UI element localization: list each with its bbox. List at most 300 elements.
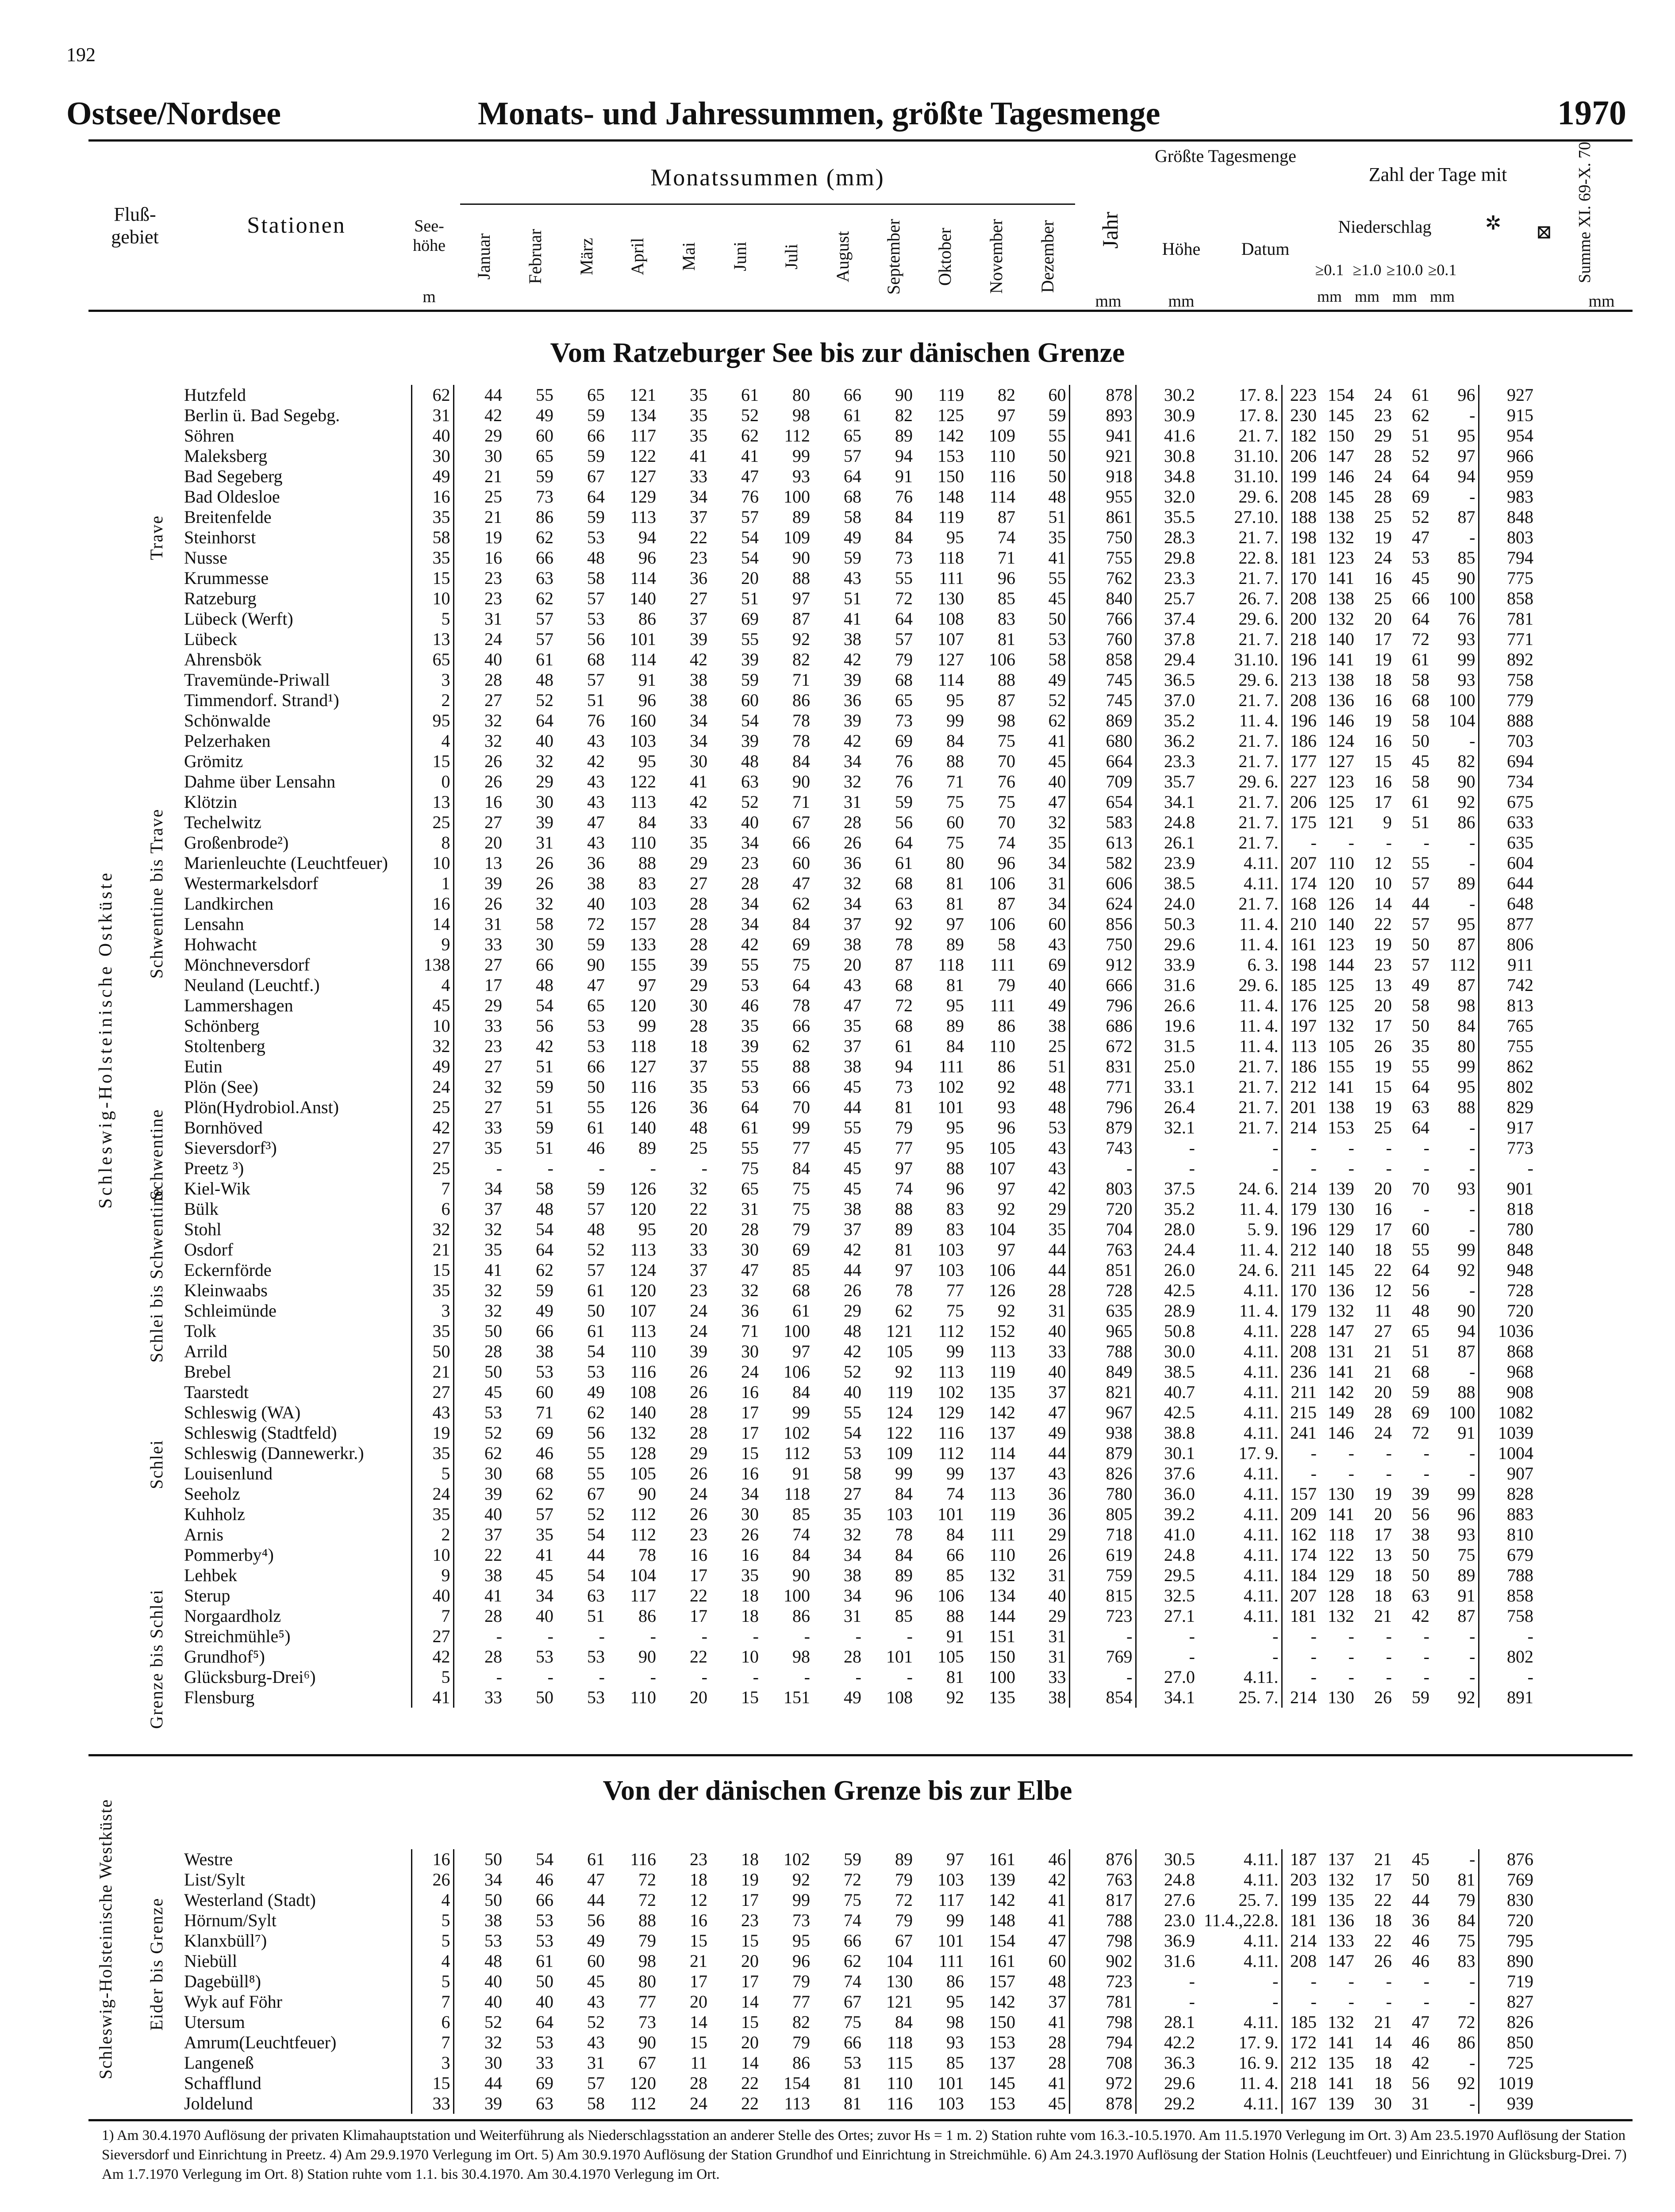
cell: 43 [587, 833, 605, 853]
cell: 33 [484, 1118, 502, 1137]
cell: 17 [690, 1565, 707, 1585]
cell: - [1423, 1647, 1429, 1667]
cell: 39 [741, 731, 759, 751]
cell: 91 [792, 1463, 810, 1483]
cell: 114 [630, 649, 656, 669]
cell: - [1348, 1443, 1354, 1463]
cell: 80 [792, 385, 810, 405]
cell: - [1423, 1971, 1429, 1991]
cell: 54 [844, 1423, 861, 1443]
col-jahr: Jahr [1098, 211, 1122, 249]
cell: 62 [895, 1301, 913, 1321]
cell: 64 [587, 487, 605, 507]
cell: 40 [1018, 1362, 1069, 1382]
cell: 62 [484, 1443, 502, 1463]
cell: 109 [989, 426, 1015, 445]
cell: 78 [895, 934, 913, 954]
cell: 42 [741, 934, 759, 954]
cell: 29 [690, 1443, 707, 1463]
cell: 32.0 [1164, 487, 1195, 507]
cell: 48 [690, 1118, 707, 1137]
station-name: Plön (See) [181, 1077, 411, 1097]
cell: 134 [630, 405, 656, 425]
cell: 37.6 [1164, 1463, 1195, 1483]
cell: 34.1 [1164, 1687, 1195, 1707]
cell: 27.6 [1164, 1890, 1195, 1910]
cell: 42 [844, 1240, 861, 1260]
cell: 26 [484, 894, 502, 914]
cell: 132 [1328, 2012, 1354, 2032]
cell: 49 [587, 1931, 605, 1951]
cell: 66 [536, 955, 553, 975]
cell: 87 [998, 894, 1015, 914]
cell: 32 [741, 1280, 759, 1300]
cell: 720 [1507, 1301, 1533, 1321]
cell: 18 [1374, 670, 1392, 690]
cell: 901 [1507, 1179, 1533, 1198]
cell: - [1348, 1667, 1354, 1687]
cell: 62 [536, 588, 553, 608]
ostkueste-row [181, 914, 1536, 934]
cell: 130 [937, 588, 964, 608]
ostkueste-row [181, 1647, 1536, 1667]
cell: 22 [690, 1199, 707, 1219]
cell: 51 [1018, 507, 1069, 527]
cell: 67 [587, 466, 605, 486]
cell: 53 [844, 2053, 861, 2073]
cell: 60 [587, 1951, 605, 1971]
snow-hail-icon: ✲ [1485, 212, 1502, 234]
cell: 59 [741, 670, 759, 690]
cell: 53 [844, 1443, 861, 1463]
cell: 758 [1507, 670, 1533, 690]
cell: 141 [1328, 1077, 1354, 1097]
cell: 130 [1328, 1687, 1354, 1707]
cell: 139 [1328, 1179, 1354, 1198]
cell: 212 [1290, 1240, 1317, 1260]
cell: 64 [536, 2012, 553, 2032]
cell: 5 [411, 1971, 453, 1992]
cell: 67 [844, 1992, 861, 2012]
cell: - [1189, 1138, 1195, 1158]
cell: 38 [690, 690, 707, 710]
col-month-1: Januar [474, 233, 494, 280]
cell: 28 [690, 1423, 707, 1443]
cell: 223 [1290, 385, 1317, 405]
cell: 55 [741, 955, 759, 975]
cell: 98 [946, 2012, 964, 2032]
cell: - [907, 1626, 913, 1646]
cell: 112 [630, 1525, 656, 1544]
cell: 29. 6. [1198, 670, 1282, 690]
cell: 41 [1018, 548, 1069, 568]
cell: 34 [484, 1870, 502, 1889]
ostkueste-row [181, 1667, 1536, 1687]
cell: 85 [946, 1565, 964, 1585]
cell: - [1432, 894, 1479, 914]
cell: 17 [1374, 1219, 1392, 1239]
cell: 24 [1374, 385, 1392, 405]
cell: 114 [938, 670, 964, 690]
cell: 760 [1069, 629, 1136, 649]
footnotes: 1) Am 30.4.1970 Auflösung der privaten Klimahauptstation und Weiterführung als Niederschlagsstation an anderer Stelle des Ortes; zuvor Hs = 1 m. 2) Station ruhte vom 16.3.-10.5.1970. Am 11.5.1970 Verlegung im Ort. 3) Am 23.5.1970 Auflösung der Station Sieversdorf und Einrichtung in Preetz. 4) Am 29.9.1970 Verlegung im Ort. 5) Am 30.9.1970 Auflösung der Station Grundhof und Einrichtung in Streichmühle. 6) Am 24.3.1970 Auflösung der Station Holnis (Leuchtfeuer) und Einrichtung in Glücksburg-Drei. 7) Am 1.7.1970 Verlegung im Ort. 8) Station ruhte vom 1.1. bis 30.4.1970. Am 30.4.1970 Verlegung im Ort. [102, 2128, 1627, 2182]
cell: 100 [784, 1321, 810, 1341]
cell: 49 [536, 1301, 553, 1321]
cell: 130 [886, 1971, 913, 1991]
cell: 122 [630, 446, 656, 466]
cell: 75 [998, 792, 1015, 812]
cell: 136 [1328, 1280, 1354, 1300]
cell: 34.8 [1164, 466, 1195, 486]
cell: 806 [1507, 934, 1533, 954]
cell: 70 [998, 751, 1015, 771]
cell: 26 [690, 1504, 707, 1524]
cell: 59 [587, 507, 605, 527]
cell: 73 [895, 1077, 913, 1097]
cell: 2 [411, 1525, 453, 1545]
station-name: Mönchneversdorf [181, 955, 411, 975]
cell: 32 [484, 1280, 502, 1300]
cell: 135 [989, 1687, 1015, 1707]
cell: 771 [1507, 629, 1533, 649]
cell: 36.9 [1164, 1931, 1195, 1951]
cell: 16 [484, 792, 502, 812]
cell: 59 [587, 934, 605, 954]
cell: 61 [895, 1036, 913, 1056]
cell: 5 [411, 1910, 453, 1931]
cell: 48 [536, 1199, 553, 1219]
ostkueste-row [181, 1402, 1536, 1423]
cell: 93 [946, 2032, 964, 2052]
cell: 4.11. [1198, 1849, 1282, 1870]
cell: 58 [536, 1179, 553, 1198]
cell: 117 [630, 1586, 656, 1605]
cell: 11. 4. [1198, 1036, 1282, 1056]
cell: 86 [638, 609, 656, 629]
cell: 34 [690, 487, 707, 507]
cell: 92 [1432, 1260, 1479, 1280]
cell: 85 [895, 1606, 913, 1626]
cell: 5 [411, 1931, 453, 1951]
cell: 14 [1374, 894, 1392, 914]
cell: 87 [792, 609, 810, 629]
cell: 90 [638, 2032, 656, 2052]
cell: 103 [630, 731, 656, 751]
station-name: Joldelund [181, 2093, 411, 2114]
cell: - [1386, 833, 1392, 853]
cell: 709 [1069, 772, 1136, 792]
cell: 48 [844, 1321, 861, 1341]
cell: 893 [1069, 405, 1136, 426]
cell: 34 [844, 894, 861, 914]
col-jahr-unit: mm [1095, 292, 1122, 311]
cell: 50 [1412, 731, 1429, 751]
cell: 31 [1412, 2093, 1429, 2113]
cell: 72 [638, 1890, 656, 1910]
cell: 968 [1507, 1362, 1533, 1382]
station-name: Marienleuchte (Leuchtfeuer) [181, 853, 411, 873]
cell: - [1348, 833, 1354, 853]
cell: 38.8 [1164, 1423, 1195, 1443]
westkueste-row [181, 1971, 1536, 1992]
cell: - [1527, 1667, 1533, 1687]
cell: 115 [887, 2053, 913, 2073]
cell: 53 [1018, 629, 1069, 649]
cell: 788 [1507, 1565, 1533, 1585]
cell: 36 [1018, 1504, 1069, 1525]
cell: 37.5 [1164, 1179, 1195, 1198]
cell: 141 [1328, 2073, 1354, 2093]
cell: 24 [741, 1362, 759, 1382]
cell: 89 [1432, 1565, 1479, 1586]
cell: 4.11. [1198, 1870, 1282, 1890]
cell: 139 [989, 1870, 1015, 1889]
cell: 38 [1412, 1525, 1429, 1544]
cell: 59 [536, 1118, 553, 1137]
cell: 22 [690, 1586, 707, 1605]
cell: 22 [741, 2093, 759, 2113]
cell: 16 [1374, 731, 1392, 751]
cell: 794 [1069, 2032, 1136, 2053]
cell: 79 [1432, 1890, 1479, 1910]
cell: 17 [741, 1971, 759, 1991]
ostkueste-row [181, 1321, 1536, 1341]
col-flussgebiet: Fluß-gebiet [111, 204, 159, 248]
cell: 82 [895, 405, 913, 425]
cell: 90 [1432, 568, 1479, 588]
cell: 765 [1507, 1016, 1533, 1036]
cell: 80 [946, 853, 964, 873]
cell: 802 [1507, 1647, 1533, 1667]
cell: 16 [411, 487, 453, 507]
cell: 48 [1018, 487, 1069, 507]
cell: - [650, 1626, 656, 1646]
westkueste-row [181, 2032, 1536, 2053]
cell: 798 [1069, 1931, 1136, 1951]
cell: 53 [587, 609, 605, 629]
cell: 66 [946, 1545, 964, 1565]
cell: 135 [1328, 1890, 1354, 1910]
cell: 4.11. [1198, 1463, 1282, 1484]
cell: 132 [989, 1565, 1015, 1585]
cell: 147 [1328, 1951, 1354, 1971]
cell: 88 [792, 568, 810, 588]
cell: 9 [1383, 812, 1392, 832]
cell: 734 [1507, 772, 1533, 791]
cell: 79 [792, 2032, 810, 2052]
cell: 43 [587, 731, 605, 751]
cell: 84 [946, 1525, 964, 1544]
cell: 68 [895, 1016, 913, 1036]
station-name: Lensahn [181, 914, 411, 934]
col-month-9: September [884, 219, 904, 295]
cell: 45 [844, 1158, 861, 1178]
cell: 71 [998, 548, 1015, 568]
cell: 33 [484, 1016, 502, 1036]
station-name: Plön(Hydrobiol.Anst) [181, 1097, 411, 1118]
cell: 101 [937, 1931, 964, 1951]
cell: - [1386, 1138, 1392, 1158]
cell: 28 [484, 1341, 502, 1361]
cell: 104 [886, 1951, 913, 1971]
cell: 21. 7. [1198, 812, 1282, 833]
cell: 4.11. [1198, 1586, 1282, 1606]
cell: 13 [411, 629, 453, 649]
cell: 21. 7. [1198, 894, 1282, 914]
cell: 51 [536, 1097, 553, 1117]
cell: 35 [1412, 1036, 1429, 1056]
group-label-1: Trave [146, 515, 166, 560]
cell: 29.6 [1164, 934, 1195, 954]
cell: 46 [1412, 1931, 1429, 1951]
cell: - [1386, 1443, 1392, 1463]
cell: 18 [1374, 1586, 1392, 1605]
cell: 743 [1069, 1138, 1136, 1158]
cell: 84 [895, 527, 913, 547]
cell: 45 [1412, 751, 1429, 771]
page-number: 192 [66, 44, 96, 65]
cell: - [547, 1158, 553, 1178]
cell: 20 [1374, 1179, 1392, 1198]
cell: 110 [630, 833, 656, 853]
cell: 113 [630, 1240, 656, 1260]
cell: 110 [630, 1687, 656, 1707]
cell: 51 [844, 588, 861, 608]
cell: 41.6 [1164, 426, 1195, 445]
ostkueste-row [181, 1525, 1536, 1545]
cell: 877 [1507, 914, 1533, 934]
cell: 83 [638, 873, 656, 893]
cell: 802 [1507, 1077, 1533, 1097]
cell: 45 [844, 1077, 861, 1097]
cell: 33 [690, 812, 707, 832]
cell: 41 [484, 1260, 502, 1280]
cell: 28.3 [1164, 527, 1195, 547]
cell: 30.8 [1164, 446, 1195, 466]
cell: 15 [741, 1931, 759, 1951]
cell: 43 [587, 792, 605, 812]
cell: 766 [1069, 609, 1136, 629]
cell: 40.7 [1164, 1382, 1195, 1402]
cell: 708 [1069, 2053, 1136, 2073]
cell: 915 [1507, 405, 1533, 425]
cell: 50 [1018, 466, 1069, 487]
cell: 97 [1432, 446, 1479, 466]
cell: 113 [630, 507, 656, 527]
ostkueste-row [181, 588, 1536, 609]
cell: 95 [411, 710, 453, 731]
cell: 200 [1290, 609, 1317, 629]
cell: 175 [1290, 812, 1317, 832]
cell: 95 [946, 995, 964, 1015]
cell: 185 [1290, 2012, 1317, 2032]
cell: 52 [536, 690, 553, 710]
cell: - [1348, 1138, 1354, 1158]
cell: 26 [1018, 1545, 1069, 1565]
footer-rule [88, 2119, 1633, 2121]
cell: 103 [937, 1240, 964, 1260]
cell: 129 [1328, 1219, 1354, 1239]
cell: 35.2 [1164, 1199, 1195, 1219]
cell: 99 [946, 1910, 964, 1930]
station-name: Seeholz [181, 1484, 411, 1504]
ostkueste-row [181, 1097, 1536, 1118]
ostkueste-row [181, 1056, 1536, 1077]
cell: 61 [1412, 792, 1429, 812]
cell: 38.5 [1164, 1362, 1195, 1382]
cell: 140 [630, 588, 656, 608]
cell: 70 [998, 812, 1015, 832]
station-name: Steinhorst [181, 527, 411, 548]
ostkueste-row [181, 873, 1536, 894]
cell: 136 [1328, 690, 1354, 710]
cell: - [1310, 1138, 1317, 1158]
cell: 203 [1290, 1870, 1317, 1889]
cell: 967 [1069, 1402, 1136, 1423]
cell: 57 [587, 670, 605, 690]
cell: 17 [1374, 629, 1392, 649]
cell: - [1432, 1971, 1479, 1992]
cell: 27.10. [1198, 507, 1282, 527]
cell: 817 [1069, 1890, 1136, 1910]
cell: 22 [741, 2073, 759, 2093]
cell: 16 [411, 1849, 453, 1870]
cell: 196 [1290, 1219, 1317, 1239]
ostkueste-row [181, 1179, 1536, 1199]
cell: 28 [1018, 2032, 1069, 2053]
cell: 1 [411, 873, 453, 894]
cell: 23 [690, 1525, 707, 1544]
cell: 58 [1018, 649, 1069, 670]
cell: 37 [484, 1525, 502, 1544]
cell: 47 [587, 975, 605, 995]
cell: 34 [690, 731, 707, 751]
cell: 136 [1328, 1910, 1354, 1930]
cell: 86 [998, 1016, 1015, 1036]
cell: 199 [1290, 466, 1317, 486]
cell: 16 [741, 1463, 759, 1483]
cell: 56 [587, 1910, 605, 1930]
cell: 694 [1507, 751, 1533, 771]
cell: 917 [1507, 1118, 1533, 1137]
cell: 23 [690, 1849, 707, 1869]
cell: 84 [946, 731, 964, 751]
cell: 4.11. [1198, 1667, 1282, 1687]
cell: 76 [1432, 609, 1479, 629]
ostkueste-row [181, 1077, 1536, 1097]
cell: 52 [484, 1423, 502, 1443]
cell: 43 [1018, 934, 1069, 955]
cell: 148 [937, 487, 964, 507]
cell: 93 [1432, 670, 1479, 690]
cell: 72 [1432, 2012, 1479, 2032]
cell: 18 [1374, 1240, 1392, 1260]
cell: 112 [630, 1504, 656, 1524]
cell: 4.11. [1198, 1382, 1282, 1402]
cell: 111 [938, 568, 964, 588]
cell: 21 [1374, 1606, 1392, 1626]
cell: 23.3 [1164, 568, 1195, 588]
cell: 20 [1374, 609, 1392, 629]
cell: 803 [1069, 1179, 1136, 1199]
cell: 110 [989, 1545, 1015, 1565]
cell: 32 [484, 1219, 502, 1239]
station-name: Sieversdorf³) [181, 1138, 411, 1158]
cell: 42.5 [1164, 1280, 1195, 1300]
cell: 37.8 [1164, 629, 1195, 649]
cell: 635 [1507, 833, 1533, 853]
cell: 46 [587, 1138, 605, 1158]
